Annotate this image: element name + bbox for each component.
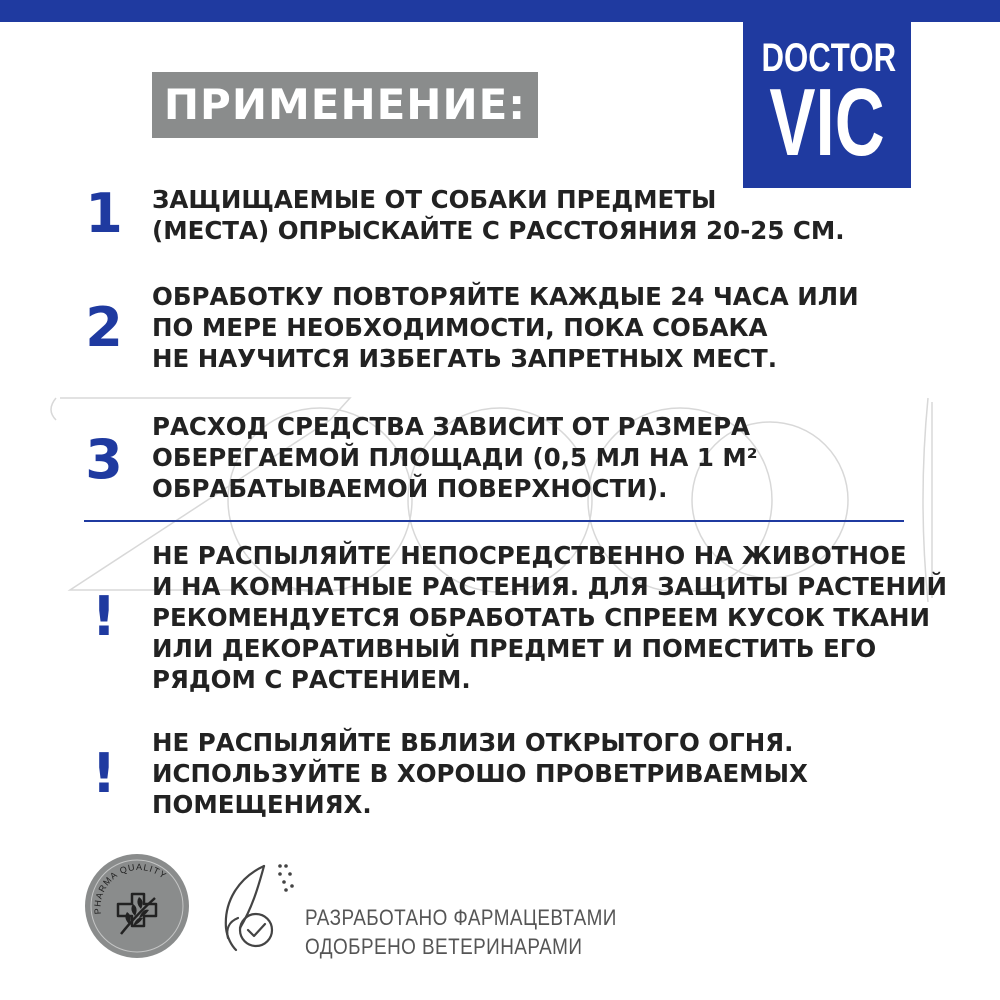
warning-1-line: РЯДОМ С РАСТЕНИЕМ.: [152, 665, 471, 694]
step-text-3: [152, 411, 758, 504]
step-3-line: ОБЕРЕГАЕМОЙ ПЛОЩАДИ (0,5 МЛ НА 1 М²: [152, 443, 758, 472]
step-1-line: ЗАЩИЩАЕМЫЕ ОТ СОБАКИ ПРЕДМЕТЫ: [152, 185, 717, 214]
warning-text-1: [152, 540, 947, 695]
warning-1-line: И НА КОМНАТНЫЕ РАСТЕНИЯ. ДЛЯ ЗАЩИТЫ РАСТЕНИЙ: [152, 572, 948, 601]
footer-line: ОДОБРЕНО ВЕТЕРИНАРАМИ: [305, 934, 583, 959]
step-number-2: 2: [85, 296, 123, 359]
step-3-line: РАСХОД СРЕДСТВА ЗАВИСИТ ОТ РАЗМЕРА: [152, 412, 751, 441]
section-divider: [84, 520, 904, 522]
warning-2-line: ИСПОЛЬЗУЙТЕ В ХОРОШО ПРОВЕТРИВАЕМЫХ: [152, 759, 808, 788]
step-number-1: 1: [85, 182, 123, 245]
footer-line: РАЗРАБОТАНО ФАРМАЦЕВТАМИ: [305, 905, 617, 930]
warning-2-line: НЕ РАСПЫЛЯЙТЕ ВБЛИЗИ ОТКРЫТОГО ОГНЯ.: [152, 728, 794, 757]
step-2-line: ОБРАБОТКУ ПОВТОРЯЙТЕ КАЖДЫЕ 24 ЧАСА ИЛИ: [152, 282, 859, 311]
step-2-line: НЕ НАУЧИТСЯ ИЗБЕГАТЬ ЗАПРЕТНЫХ МЕСТ.: [152, 344, 778, 373]
brand-logo-line2: VIC: [769, 69, 885, 176]
seal-label: PHARMA QUALITY: [92, 861, 169, 915]
step-text-2: [152, 281, 859, 374]
step-number-3: 3: [85, 428, 123, 491]
leaf-check-icon: [218, 858, 302, 960]
warning-2-line: ПОМЕЩЕНИЯХ.: [152, 790, 372, 819]
warning-1-line: РЕКОМЕНДУЕТСЯ ОБРАБОТАТЬ СПРЕЕМ КУСОК ТКАНИ: [152, 603, 931, 632]
footer-claims: [305, 903, 617, 961]
warning-text-2: [152, 727, 808, 820]
step-2-line: ПО МЕРЕ НЕОБХОДИМОСТИ, ПОКА СОБАКА: [152, 313, 768, 342]
warning-1-line: НЕ РАСПЫЛЯЙТЕ НЕПОСРЕДСТВЕННО НА ЖИВОТНОЕ: [152, 541, 907, 570]
brand-logo-line1: DOCTOR: [761, 36, 897, 80]
step-3-line: ОБРАБАТЫВАЕМОЙ ПОВЕРХНОСТИ).: [152, 474, 668, 503]
pharma-quality-seal-icon: [83, 852, 191, 960]
brand-logo: [743, 0, 911, 188]
step-1-line: (МЕСТА) ОПРЫСКАЙТЕ С РАССТОЯНИЯ 20-25 СМ.: [152, 216, 845, 245]
warning-icon: !: [91, 742, 117, 805]
step-text-1: [152, 184, 845, 246]
page-title: ПРИМЕНЕНИЕ:: [152, 72, 538, 138]
warning-icon: !: [91, 585, 117, 648]
warning-1-line: ИЛИ ДЕКОРАТИВНЫЙ ПРЕДМЕТ И ПОМЕСТИТЬ ЕГО: [152, 634, 877, 663]
